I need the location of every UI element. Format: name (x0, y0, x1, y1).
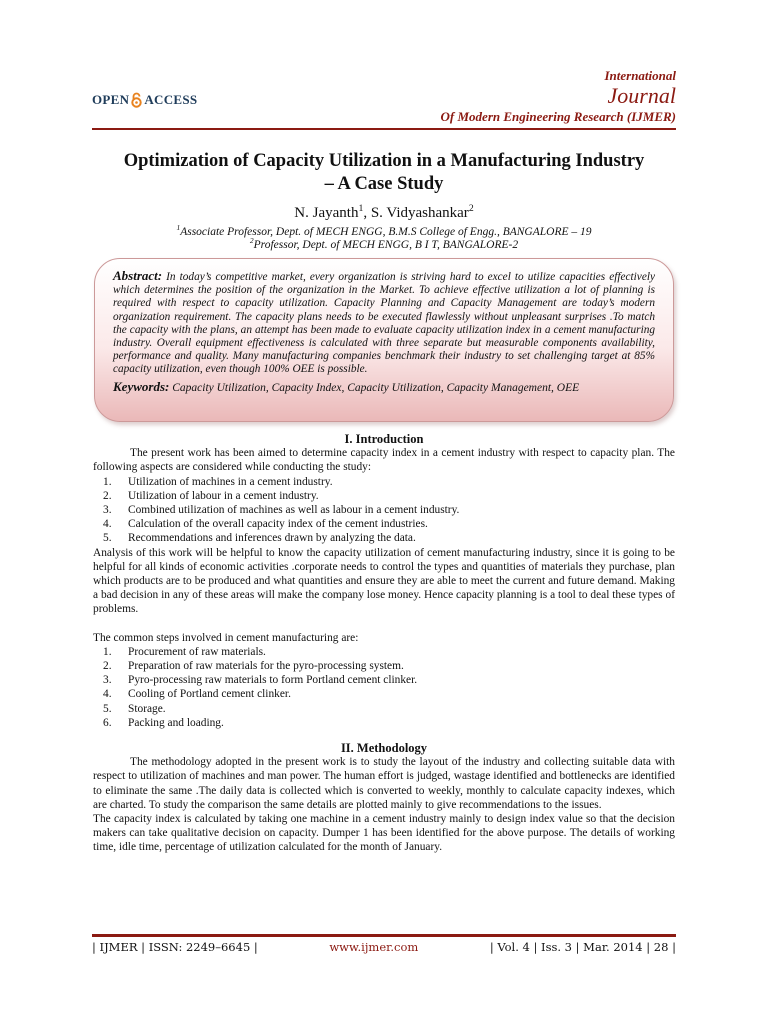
list-item (93, 687, 675, 701)
affiliation-2-sup: 2 (249, 236, 254, 246)
affiliation-2 (80, 236, 688, 252)
list-text: Pyro-processing raw materials to form Portland cement clinker. (128, 674, 418, 687)
author-2-sup: 2 (468, 203, 474, 214)
list-number: 4. (103, 688, 112, 701)
list-number: 2. (103, 489, 112, 502)
list-text: Preparation of raw materials for the pyro-processing system. (128, 660, 404, 673)
list-text: Utilization of labour in a cement industry. (128, 489, 319, 502)
abstract-text: In today’s competitive market, every organization is striving hard to excel to utilize capacities effectively which determines the position of the organization in the Market. To achieve effective utilization a lot of planning is required with respect to capacity utilization. Capacity Planning and Capacity Management are today’s modern organization requirement. The capacity plans needs to be executed flawlessly without unpleasant surprises .To match the capacity with the plans, an attempt has been made to evaluate capacity utilization index in a cement manufacturing industry. Overall equipment effectiveness is calculated with three separate but measurable components availability, performance and quality. Many manufacturing companies benchmark their industry to set challenging target at 85% capacity utilization, even though 100% OEE is possible. (113, 271, 655, 376)
list-number: 5. (103, 532, 112, 545)
list-item (93, 475, 675, 489)
list-number: 4. (103, 518, 112, 531)
list-number: 6. (103, 716, 112, 729)
list-number: 1. (103, 475, 112, 488)
section-introduction (93, 432, 675, 730)
footer-issn: | IJMER | ISSN: 2249–6645 | (92, 940, 258, 954)
list-text: Cooling of Portland cement clinker. (128, 688, 291, 701)
method-paragraph-2: The capacity index is calculated by taking one machine in a cement industry mainly to design index value so that the decision makers can take qualitative decision on capacity. Dumper 1 has been identified for the above purpose. The details of working time, idle time, percentage of utilization calculated for the month of January. (93, 813, 675, 854)
section-methodology (93, 741, 675, 855)
list-item (93, 503, 675, 517)
affiliation-2-text: Professor, Dept. of MECH ENGG, B I T, BANGALORE-2 (253, 239, 519, 251)
author-separator: , (363, 205, 371, 221)
intro-paragraph-2: Analysis of this work will be helpful to know the capacity utilization of cement manufacturing industry, since it is going to be helpful for all kinds of economic activities .corporate needs to control the types and quantities of materials they purchase, plan which products are to be produced and what quantities and ensure they are able to meet the current and future demand. Making a bad decision in any of these areas will make the company lose money. Hence capacity planning is a tool to deal these types of problems. (93, 546, 675, 616)
keywords (113, 379, 655, 395)
list-number: 1. (103, 645, 112, 658)
list-item (93, 673, 675, 687)
list-item (93, 716, 675, 730)
list-number: 5. (103, 702, 112, 715)
list-item (93, 531, 675, 545)
open-access-lock-icon (130, 92, 143, 108)
page-footer (92, 940, 676, 954)
journal-line-journal: Journal (607, 83, 676, 108)
list-number: 3. (103, 504, 112, 517)
list-number: 2. (103, 660, 112, 673)
list-item (93, 489, 675, 503)
affiliation-1-text: Associate Professor, Dept. of MECH ENGG, B.M.S College of Engg., BANGALORE – 19 (180, 226, 592, 238)
list-text: Combined utilization of machines as well as labour in a cement industry. (128, 504, 460, 517)
affiliation-1-sup: 1 (176, 223, 181, 233)
list-number: 3. (103, 674, 112, 687)
affiliation-1 (80, 223, 688, 239)
list-item (93, 702, 675, 716)
list-item (93, 659, 675, 673)
journal-header (92, 66, 676, 130)
section-heading-methodology: II. Methodology (340, 741, 428, 755)
paper-title (80, 150, 688, 196)
journal-line-international: International (604, 68, 676, 83)
footer-url-link[interactable]: www.ijmer.com (329, 940, 419, 954)
author-2: S. Vidyashankar (370, 205, 469, 221)
affiliations (80, 223, 688, 252)
header-rule (92, 128, 676, 130)
footer-rule (92, 934, 676, 937)
list-text: Utilization of machines in a cement industry. (128, 475, 333, 488)
intro-paragraph-3: The common steps involved in cement manufacturing are: (93, 631, 359, 644)
list-item (93, 645, 675, 659)
open-access-text-post: ACCESS (144, 92, 198, 107)
manufacturing-steps-list (93, 645, 675, 730)
title-line-2: – A Case Study (324, 174, 444, 194)
journal-line-ijmer: Of Modern Engineering Research (IJMER) (440, 109, 676, 124)
list-text: Calculation of the overall capacity index of the cement industries. (128, 518, 428, 531)
list-text: Storage. (128, 702, 166, 715)
list-text: Packing and loading. (128, 716, 224, 729)
list-text: Recommendations and inferences drawn by analyzing the data. (128, 532, 416, 545)
list-text: Procurement of raw materials. (128, 645, 266, 658)
list-item (93, 517, 675, 531)
method-paragraph-1: The methodology adopted in the present work is to study the layout of the industry and collecting suitable data with respect to utilization of machines and man power. The human effort is judged, wastage identified and bottlenecks are identified to eliminate the same .The daily data is collected which is converted to weekly, monthly to calculate capacity indexes, which are charted. To study the comparison the same details are plotted mainly to give recommendations to the issues. (93, 756, 675, 811)
author-1: N. Jayanth (294, 205, 359, 221)
abstract-box (94, 258, 674, 422)
open-access-logo (92, 92, 197, 108)
open-access-text-pre: OPEN (92, 92, 130, 107)
intro-paragraph-1: The present work has been aimed to determine capacity index in a cement industry with respect to capacity plan. The following aspects are considered while conducting the study: (93, 447, 675, 474)
keywords-text: Capacity Utilization, Capacity Index, Capacity Utilization, Capacity Management, OEE (172, 381, 580, 394)
authors (80, 205, 688, 222)
footer-volume-page: | Vol. 4 | Iss. 3 | Mar. 2014 | 28 | (489, 940, 676, 954)
abstract (113, 269, 655, 377)
section-heading-introduction: I. Introduction (344, 432, 424, 446)
author-1-sup: 1 (358, 203, 364, 214)
journal-name (441, 68, 676, 126)
keywords-label: Keywords: (113, 378, 170, 394)
study-aspects-list (93, 475, 675, 546)
abstract-label: Abstract: (113, 268, 163, 283)
title-line-1: Optimization of Capacity Utilization in a Manufacturing Industry (123, 151, 645, 171)
